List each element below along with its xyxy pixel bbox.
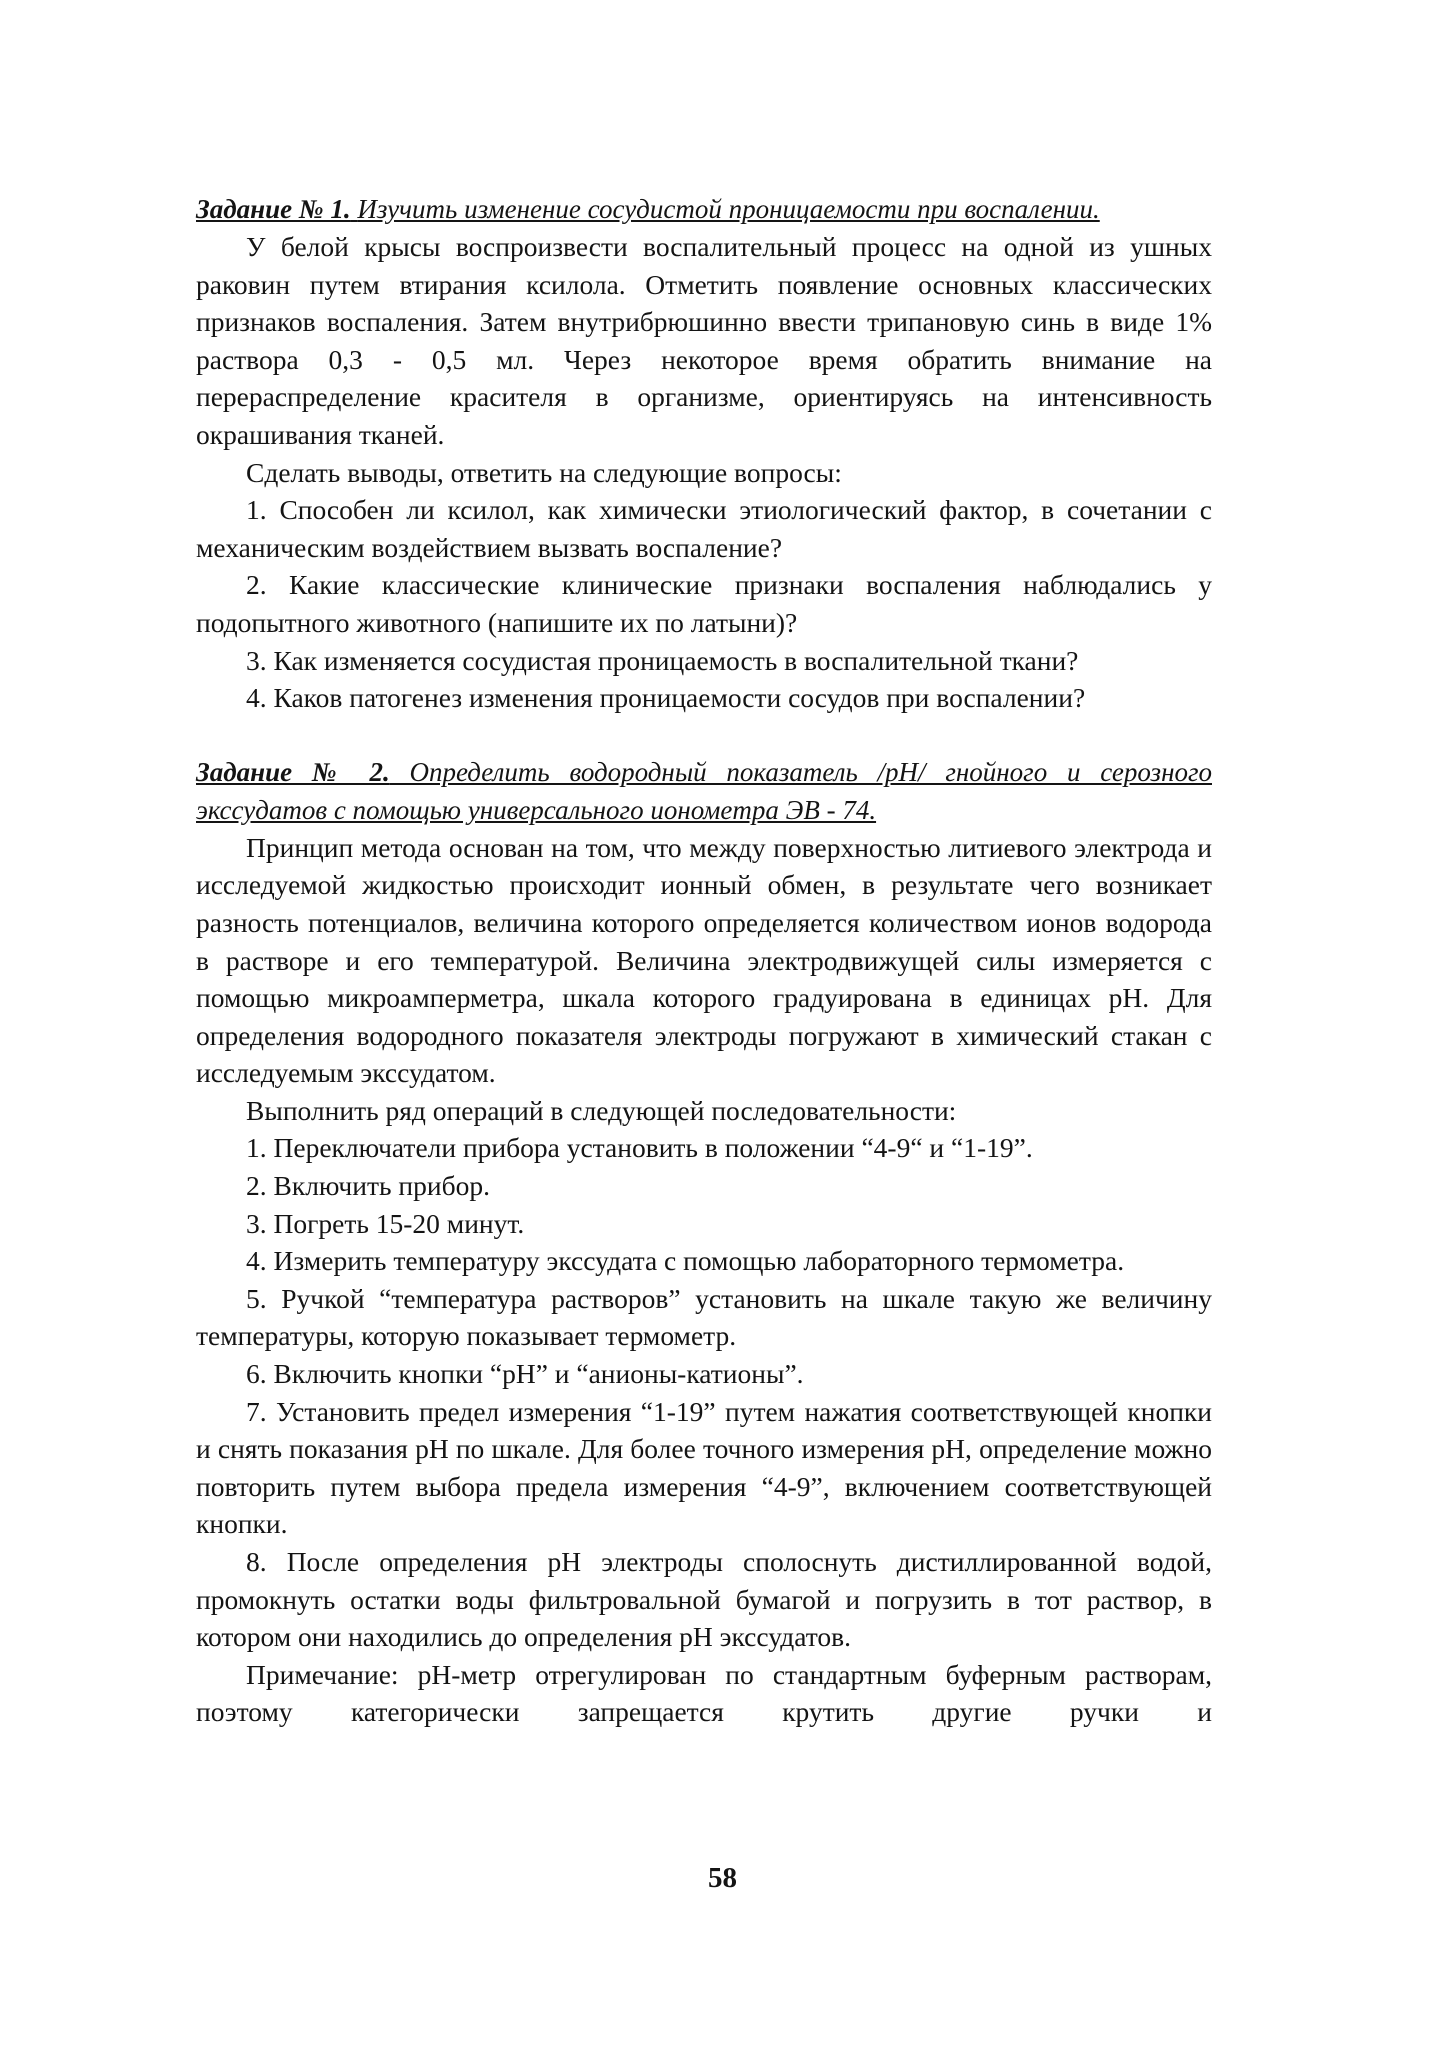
task1-number: Задание № 1. xyxy=(196,194,351,224)
task1-heading xyxy=(196,190,1212,228)
page-number: 58 xyxy=(708,1862,737,1894)
page-content xyxy=(196,190,1212,1731)
task2-number: Задание № 2. xyxy=(196,756,390,787)
task2-step: 4. Измерить температуру экссудата с помощью лабораторного термометра. xyxy=(246,1245,1125,1277)
task2-title: Определить водородный показатель /pH/ гнойного и серозного экссудатов с помощью универсального иономeтра ЭВ - 74. xyxy=(196,756,1212,825)
task2-step: 2. Включить прибор. xyxy=(246,1170,490,1202)
task2-paragraph: Принцип метода основан на том, что между поверхностью литиевого электрода и исследуемой жидкостью происходит ионный обмен, в результате чего возникает разность потенциалов, величина которого определяется количеством ионов водорода в растворе и его температурой. Величина электродвижущей силы измеряется с помощью микроамперметра, шкала которого градуирована в единицах pH. Для определения водородного показателя электроды погружают в химический стакан с исследуемым экссудатом. xyxy=(196,831,1212,1089)
task2-step: 3. Погреть 15-20 минут. xyxy=(246,1207,525,1239)
task2-step: 6. Включить кнопки “pH” и “анионы-катионы”. xyxy=(246,1358,804,1390)
task2-heading xyxy=(196,753,1212,829)
section-gap xyxy=(196,717,1212,753)
task2-note: Примечание: pH-метр отрегулирован по стандартным буферным растворам, поэтому категорически запрещается крутить другие ручки и xyxy=(196,1658,1212,1728)
task1-question: 2. Какие классические клинические признаки воспаления наблюдались у подопытного животного (напишите их по латыни)? xyxy=(196,569,1212,638)
task1-paragraph: У белой крысы воспроизвести воспалительный процесс на одной из ушных раковин путем втирания ксилола. Отметить появление основных классических признаков воспаления. Затем внутрибрюшинно ввести трипановую синь в виде 1% раствора 0,3 - 0,5 мл. Через некоторое время обратить внимание на перераспределение красителя в организме, ориентируясь на интенсивность окрашивания тканей. xyxy=(196,231,1212,450)
task1-title: Изучить изменение сосудистой проницаемости при воспалении. xyxy=(357,194,1100,224)
task2-step: 1. Переключатели прибора установить в положении “4-9“ и “1-19”. xyxy=(246,1132,1033,1164)
task2-paragraph: Выполнить ряд операций в следующей последовательности: xyxy=(246,1094,957,1126)
task1-paragraph: Сделать выводы, ответить на следующие вопросы: xyxy=(246,456,842,488)
task2-step: 5. Ручкой “температура растворов” установить на шкале такую же величину температуры, которую показывает термометр. xyxy=(196,1282,1212,1352)
task1-question: 1. Способен ли ксилол, как химически этиологический фактор, в сочетании с механическим воздействием вызвать воспаление? xyxy=(196,494,1212,563)
task2-step: 7. Установить предел измерения “1-19” путем нажатия соответствующей кнопки и снять показания pH по шкале. Для более точного измерения pH, определение можно повторить путем выбора предела измерения “4-9”, включением соответствующей кнопки. xyxy=(196,1395,1212,1540)
task1-question: 3. Как изменяется сосудистая проницаемость в воспалительной ткани? xyxy=(246,644,1079,676)
task1-question: 4. Каков патогенез изменения проницаемости сосудов при воспалении? xyxy=(246,682,1086,714)
task2-step: 8. После определения pH электроды сполоснуть дистиллированной водой, промокнуть остатки воды фильтровальной бумагой и погрузить в тот раствор, в котором они находились до определения pH экссудатов. xyxy=(196,1546,1212,1653)
